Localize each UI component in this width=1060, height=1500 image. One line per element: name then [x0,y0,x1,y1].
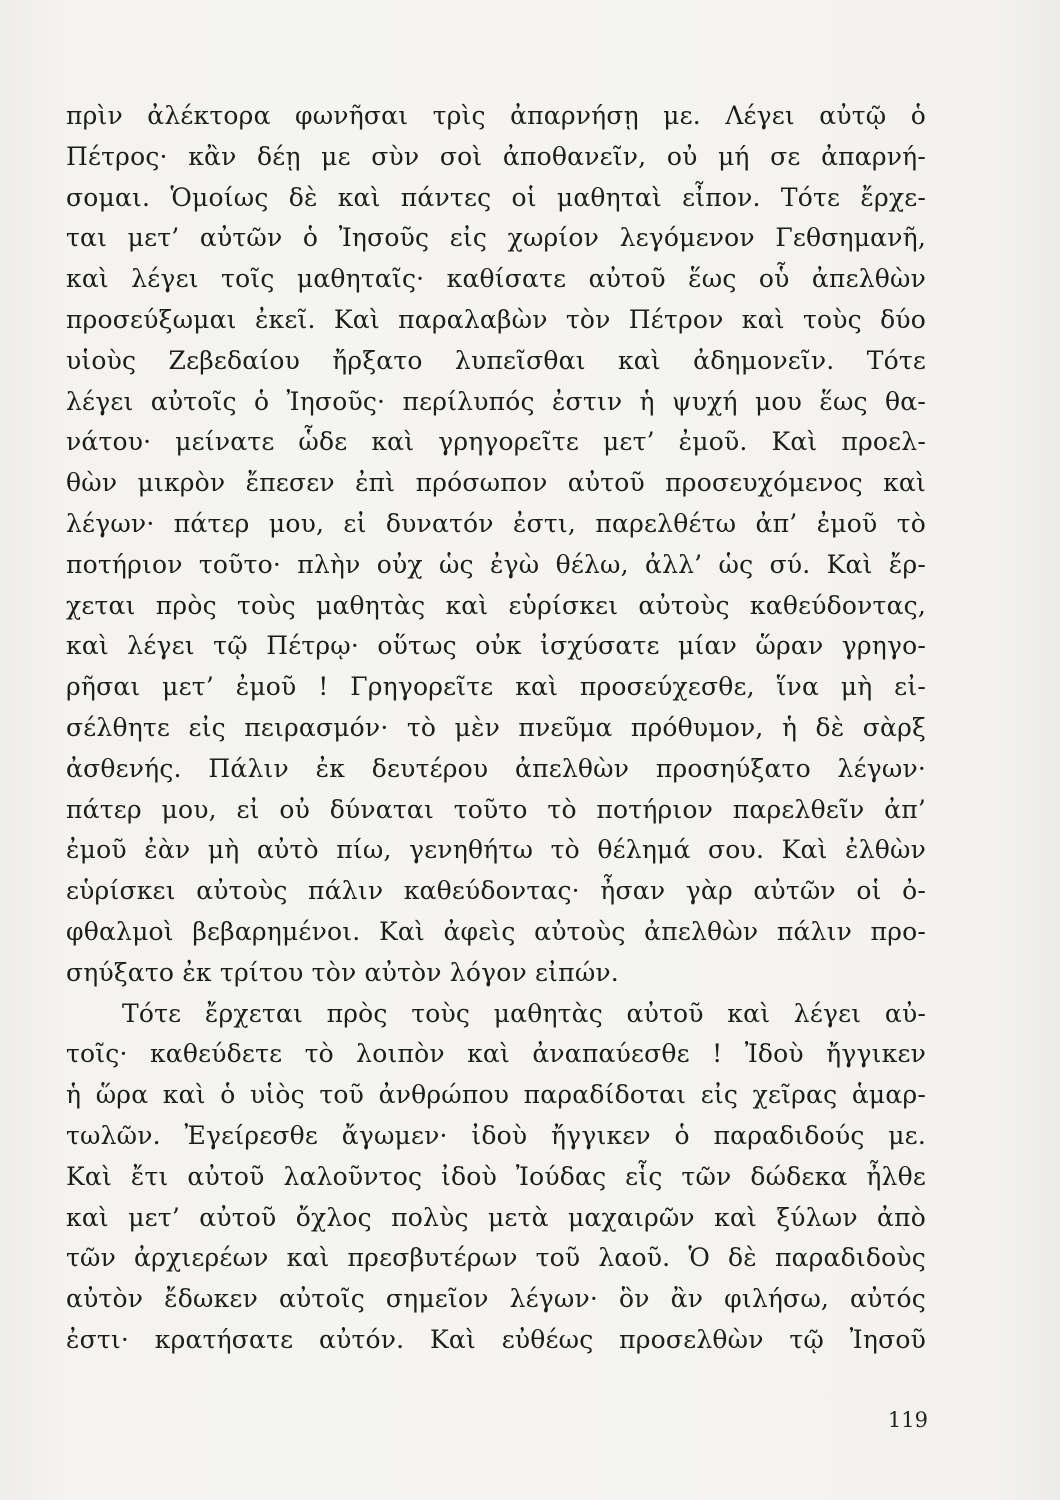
text-line: πρὶν ἀλέκτορα φωνῆσαι τρὶς ἀπαρνήσῃ με. Λέγει αὐτῷ ὁ [66,101,926,130]
text-line: λέγει αὐτοῖς ὁ Ἰησοῦς· περίλυπός ἐστιν ἡ ψυχή μου ἕως θα- [66,386,926,416]
text-line: ἡ ὥρα καὶ ὁ υἱὸς τοῦ ἀνθρώπου παραδίδοται εἰς χεῖρας ἁμαρ- [66,1080,926,1110]
text-line: εὑρίσκει αὐτοὺς πάλιν καθεύδοντας· ἦσαν γὰρ αὐτῶν οἱ ὀ- [66,876,926,906]
body-text [66,96,926,1361]
text-line: τῶν ἀρχιερέων καὶ πρεσβυτέρων τοῦ λαοῦ. Ὁ δὲ παραδιδοὺς [66,1243,926,1273]
text-line: Καὶ ἔτι αὐτοῦ λαλοῦντος ἰδοὺ Ἰούδας εἷς τῶν δώδεκα ἦλθε [66,1161,926,1191]
text-line: χεται πρὸς τοὺς μαθητὰς καὶ εὑρίσκει αὐτοὺς καθεύδοντας, [66,590,926,620]
text-line: θὼν μικρὸν ἔπεσεν ἐπὶ πρόσωπον αὐτοῦ προσευχόμενος καὶ [66,468,926,498]
text-line: καὶ λέγει τοῖς μαθηταῖς· καθίσατε αὐτοῦ ἕως οὗ ἀπελθὼν [66,264,926,294]
text-line: ται μετ’ αὐτῶν ὁ Ἰησοῦς εἰς χωρίον λεγόμενον Γεθσημανῆ, [66,223,926,253]
text-line: φθαλμοὶ βεβαρημένοι. Καὶ ἀφεὶς αὐτοὺς ἀπελθὼν πάλιν προ- [66,916,926,946]
text-line: υἱοὺς Ζεβεδαίου ἤρξατο λυπεῖσθαι καὶ ἀδημονεῖν. Τότε [66,345,926,375]
text-line: τοῖς· καθεύδετε τὸ λοιπὸν καὶ ἀναπαύεσθε ! Ἰδοὺ ἤγγικεν [66,1039,926,1069]
text-line: αὐτὸν ἔδωκεν αὐτοῖς σημεῖον λέγων· ὃν ἂν φιλήσω, αὐτός [66,1284,926,1314]
paragraph [66,994,926,1361]
text-line: Πέτρος· κἂν δέῃ με σὺν σοὶ ἀποθανεῖν, οὐ μή σε ἀπαρνή- [66,141,926,171]
text-line: ἀσθενής. Πάλιν ἐκ δευτέρου ἀπελθὼν προσηύξατο λέγων· [66,753,926,783]
text-line: νάτου· μείνατε ὧδε καὶ γρηγορεῖτε μετ’ ἐμοῦ. Καὶ προελ- [66,427,926,457]
page-number: 119 [887,1408,928,1432]
text-line: ρῆσαι μετ’ ἐμοῦ ! Γρηγορεῖτε καὶ προσεύχεσθε, ἵνα μὴ εἰ- [66,672,926,702]
text-line: σέλθητε εἰς πειρασμόν· τὸ μὲν πνεῦμα πρόθυμον, ἡ δὲ σὰρξ [66,712,926,742]
text-line: σηύξατο ἐκ τρίτου τὸν αὐτὸν λόγον εἰπών. [66,957,619,987]
text-line: Τότε ἔρχεται πρὸς τοὺς μαθητὰς αὐτοῦ καὶ λέγει αὐ- [122,998,926,1028]
text-line: καὶ λέγει τῷ Πέτρῳ· οὕτως οὐκ ἰσχύσατε μίαν ὥραν γρηγο- [66,631,926,661]
text-line: λέγων· πάτερ μου, εἰ δυνατόν ἐστι, παρελθέτω ἀπ’ ἐμοῦ τὸ [66,508,926,538]
text-line: ποτήριον τοῦτο· πλὴν οὐχ ὡς ἐγὼ θέλω, ἀλλ’ ὡς σύ. Καὶ ἔρ- [66,549,926,579]
text-line: σομαι. Ὁμοίως δὲ καὶ πάντες οἱ μαθηταὶ εἶπον. Τότε ἔρχε- [66,182,926,212]
text-line: πάτερ μου, εἰ οὐ δύναται τοῦτο τὸ ποτήριον παρελθεῖν ἀπ’ [66,794,926,824]
text-line: προσεύξωμαι ἐκεῖ. Καὶ παραλαβὼν τὸν Πέτρον καὶ τοὺς δύο [66,304,926,334]
text-line: καὶ μετ’ αὐτοῦ ὄχλος πολὺς μετὰ μαχαιρῶν καὶ ξύλων ἀπὸ [66,1202,926,1232]
text-line: ἐμοῦ ἐὰν μὴ αὐτὸ πίω, γενηθήτω τὸ θέλημά σου. Καὶ ἐλθὼν [66,835,926,865]
text-line: τωλῶν. Ἐγείρεσθε ἄγωμεν· ἰδοὺ ἤγγικεν ὁ παραδιδούς με. [66,1120,926,1150]
paragraph [66,96,926,994]
text-line: ἐστι· κρατήσατε αὐτόν. Καὶ εὐθέως προσελθὼν τῷ Ἰησοῦ [66,1324,926,1354]
